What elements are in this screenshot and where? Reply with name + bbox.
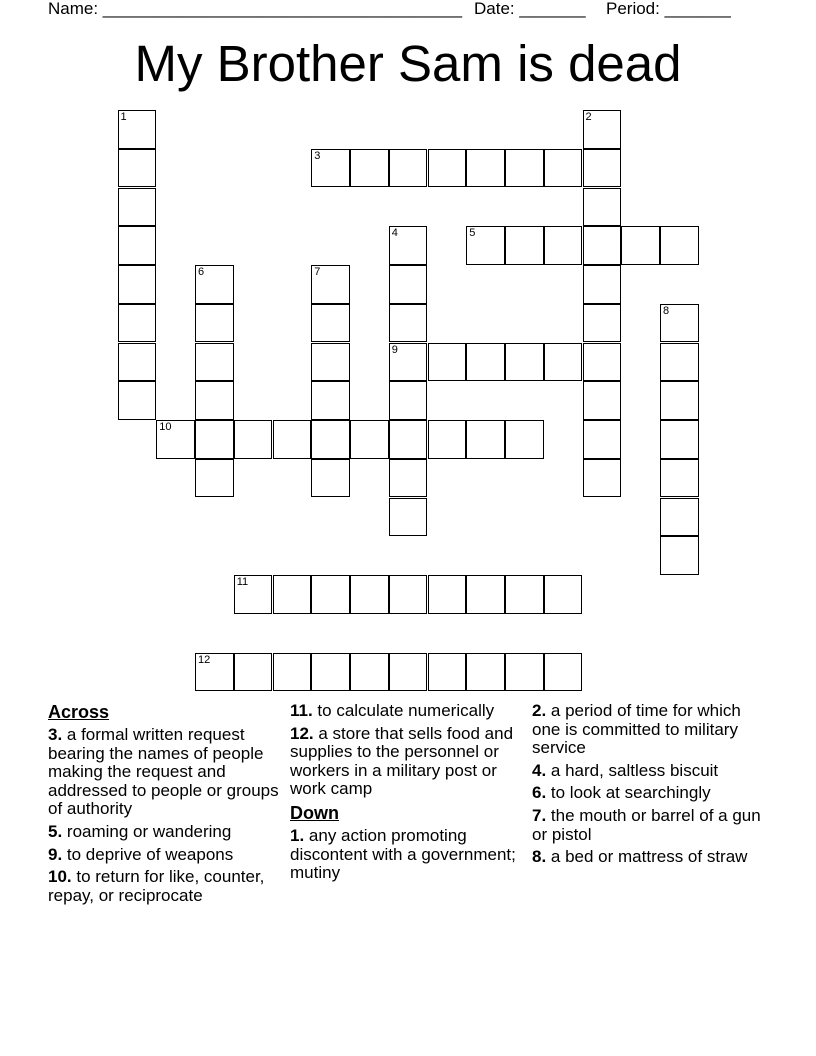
crossword-cell[interactable]	[583, 459, 622, 498]
clue-column-1	[48, 702, 280, 909]
clue-number: 9.	[48, 844, 63, 864]
crossword-cell[interactable]	[311, 459, 350, 498]
clue-text: to return for like, counter, repay, or reciprocate	[48, 867, 265, 905]
crossword-cell[interactable]	[428, 653, 467, 692]
clue-text: a hard, saltless biscuit	[546, 760, 719, 780]
crossword-cell[interactable]	[428, 575, 467, 614]
clue-number-label: 8	[663, 304, 670, 317]
crossword-cell[interactable]	[583, 265, 622, 304]
crossword-cell[interactable]	[389, 653, 428, 692]
crossword-cell[interactable]	[583, 381, 622, 420]
crossword-cell[interactable]	[544, 226, 583, 265]
clue-number-label: 2	[585, 111, 592, 123]
clue-number: 5.	[48, 821, 63, 841]
across-clue	[290, 725, 522, 799]
crossword-cell[interactable]	[195, 304, 234, 343]
crossword-cell[interactable]	[583, 188, 622, 227]
crossword-cell[interactable]	[118, 265, 157, 304]
across-clue	[290, 702, 522, 721]
crossword-cell[interactable]	[389, 420, 428, 459]
crossword-cell[interactable]	[350, 149, 389, 188]
clue-text: to look at searchingly	[546, 783, 711, 803]
crossword-cell[interactable]	[466, 343, 505, 382]
clue-text: roaming or wandering	[62, 821, 232, 841]
crossword-cell[interactable]	[311, 653, 350, 692]
clue-text: any action promoting discontent with a government; mutiny	[290, 825, 516, 883]
crossword-cell[interactable]	[195, 459, 234, 498]
across-clue	[48, 846, 280, 865]
crossword-cell[interactable]	[234, 575, 273, 614]
clue-number: 8.	[532, 847, 547, 867]
down-clue	[532, 807, 772, 844]
clue-number: 3.	[48, 725, 63, 744]
crossword-cell[interactable]	[234, 653, 273, 692]
across-heading: Across	[48, 702, 110, 722]
crossword-cell[interactable]	[466, 420, 505, 459]
crossword-cell[interactable]	[660, 226, 699, 265]
crossword-cell[interactable]	[389, 149, 428, 188]
crossword-cell[interactable]	[428, 343, 467, 382]
crossword-cell[interactable]	[544, 575, 583, 614]
crossword-cell[interactable]	[389, 343, 428, 382]
crossword-cell[interactable]	[660, 343, 699, 382]
clue-text: the mouth or barrel of a gun or pistol	[532, 805, 761, 844]
down-clue	[532, 848, 772, 867]
crossword-cell[interactable]	[583, 420, 622, 459]
clue-number: 6.	[532, 783, 547, 803]
clue-number: 7.	[532, 805, 547, 825]
crossword-cell[interactable]	[466, 149, 505, 188]
clue-number-label: 11	[236, 576, 249, 588]
crossword-cell[interactable]	[621, 226, 660, 265]
crossword-cell[interactable]	[544, 343, 583, 382]
crossword-cell[interactable]	[195, 381, 234, 420]
crossword-cell[interactable]	[118, 381, 157, 420]
clue-number-label: 5	[469, 227, 476, 240]
crossword-cell[interactable]	[505, 420, 544, 459]
crossword-cell[interactable]	[660, 381, 699, 420]
clue-text: a period of time for which one is committed to military service	[532, 701, 741, 758]
crossword-cell[interactable]	[583, 226, 622, 265]
down-heading: Down	[290, 802, 339, 823]
name-field-label: Name: ______________________________________	[48, 0, 463, 18]
crossword-cell[interactable]	[428, 149, 467, 188]
crossword-cell[interactable]	[389, 265, 428, 304]
crossword-cell[interactable]	[505, 343, 544, 382]
crossword-cell[interactable]	[311, 381, 350, 420]
clue-text: a store that sells food and supplies to the personnel or workers in a military post or work camp	[290, 723, 514, 799]
crossword-cell[interactable]	[505, 149, 544, 188]
clue-number: 1.	[290, 825, 305, 845]
crossword-cell[interactable]	[544, 149, 583, 188]
crossword-cell[interactable]	[311, 343, 350, 382]
clue-number-label: 12	[198, 653, 211, 666]
page-title: My Brother Sam is dead	[134, 35, 682, 92]
crossword-cell[interactable]	[583, 110, 622, 149]
crossword-cell[interactable]	[195, 265, 234, 304]
clue-number-label: 3	[314, 149, 321, 162]
crossword-cell[interactable]	[466, 226, 505, 265]
clue-number: 11.	[290, 701, 313, 720]
crossword-cell[interactable]	[311, 420, 350, 459]
down-clue	[290, 827, 522, 883]
crossword-cell[interactable]	[273, 420, 312, 459]
crossword-cell[interactable]	[195, 343, 234, 382]
clue-number-label: 9	[391, 343, 398, 356]
crossword-cell[interactable]	[466, 653, 505, 692]
crossword-cell[interactable]	[389, 575, 428, 614]
clue-text: to deprive of weapons	[62, 844, 234, 864]
crossword-cell[interactable]	[389, 304, 428, 343]
crossword-cell[interactable]	[195, 420, 234, 459]
down-clue	[532, 762, 772, 781]
crossword-cell[interactable]	[311, 265, 350, 304]
crossword-cell[interactable]	[389, 498, 428, 537]
crossword-cell[interactable]	[311, 304, 350, 343]
crossword-cell[interactable]	[660, 498, 699, 537]
crossword-cell[interactable]	[389, 381, 428, 420]
crossword-cell[interactable]	[505, 226, 544, 265]
clue-number: 4.	[532, 760, 547, 780]
crossword-cell[interactable]	[311, 575, 350, 614]
clue-text: a formal written request bearing the names of people making the request and addressed to people or groups of authority	[48, 725, 279, 819]
crossword-cell[interactable]	[389, 226, 428, 265]
clue-number: 2.	[532, 701, 547, 720]
crossword-cell[interactable]	[195, 653, 234, 692]
clue-number-label: 7	[314, 266, 321, 278]
crossword-cell[interactable]	[118, 149, 157, 188]
clue-number: 12.	[290, 723, 314, 743]
crossword-cell[interactable]	[544, 653, 583, 692]
clue-number-label: 10	[159, 421, 172, 433]
crossword-cell[interactable]	[311, 149, 350, 188]
clue-number-label: 4	[391, 227, 398, 240]
crossword-cell[interactable]	[350, 653, 389, 692]
crossword-cell[interactable]	[273, 653, 312, 692]
clue-text: to calculate numerically	[312, 701, 495, 720]
crossword-cell[interactable]	[583, 343, 622, 382]
crossword-cell[interactable]	[350, 420, 389, 459]
crossword-cell[interactable]	[389, 459, 428, 498]
clue-number: 10.	[48, 867, 72, 887]
clue-text: a bed or mattress of straw	[546, 847, 748, 867]
crossword-cell[interactable]	[583, 304, 622, 343]
date-field-label: Date: _______	[474, 0, 586, 18]
crossword-cell[interactable]	[118, 343, 157, 382]
across-clue	[48, 868, 280, 905]
clue-column-2	[290, 702, 522, 887]
across-clue	[48, 726, 280, 819]
crossword-cell[interactable]	[466, 575, 505, 614]
crossword-cell[interactable]	[273, 575, 312, 614]
crossword-cell[interactable]	[118, 304, 157, 343]
crossword-cell[interactable]	[428, 420, 467, 459]
crossword-cell[interactable]	[583, 149, 622, 188]
clue-number-label: 6	[198, 266, 205, 278]
clue-number-label: 1	[120, 111, 127, 123]
crossword-cell[interactable]	[660, 536, 699, 575]
crossword-cell[interactable]	[660, 304, 699, 343]
crossword-cell[interactable]	[505, 575, 544, 614]
crossword-cell[interactable]	[505, 653, 544, 692]
across-clue	[48, 823, 280, 842]
crossword-cell[interactable]	[118, 110, 157, 149]
down-clue	[532, 784, 772, 803]
crossword-cell[interactable]	[118, 188, 157, 227]
crossword-cell[interactable]	[118, 226, 157, 265]
crossword-cell[interactable]	[156, 420, 195, 459]
period-field-label: Period: _______	[606, 0, 731, 18]
crossword-cell[interactable]	[350, 575, 389, 614]
clue-column-3	[532, 702, 772, 871]
crossword-cell[interactable]	[660, 459, 699, 498]
crossword-cell[interactable]	[660, 420, 699, 459]
crossword-cell[interactable]	[234, 420, 273, 459]
down-clue	[532, 702, 772, 758]
